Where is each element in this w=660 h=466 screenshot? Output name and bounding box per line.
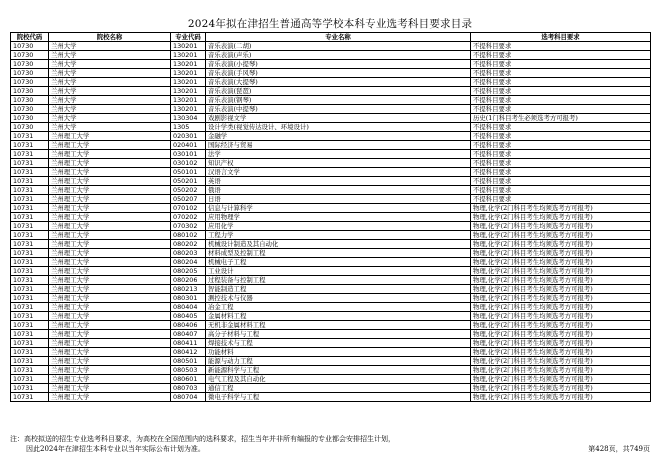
school-name-cell: 兰州理工大学 — [49, 294, 171, 303]
major-name-cell: 金属材料工程 — [206, 312, 471, 321]
table-row — [11, 384, 651, 393]
major-name-cell: 材料成型及控制工程 — [206, 249, 471, 258]
major-name-cell: 信息与计算科学 — [206, 204, 471, 213]
school-name-cell: 兰州理工大学 — [49, 240, 171, 249]
subject-requirement-cell: 不提科目要求 — [471, 168, 651, 177]
school-code-cell: 10730 — [11, 51, 49, 60]
table-row — [11, 321, 651, 330]
major-name-cell: 应用物理学 — [206, 213, 471, 222]
major-name-cell: 能源与动力工程 — [206, 357, 471, 366]
major-code-cell: 070202 — [171, 213, 206, 222]
school-code-cell: 10731 — [11, 267, 49, 276]
major-code-cell: 080205 — [171, 267, 206, 276]
school-code-cell: 10731 — [11, 204, 49, 213]
major-code-cell: 080204 — [171, 258, 206, 267]
major-name-cell: 应用化学 — [206, 222, 471, 231]
school-code-cell: 10731 — [11, 150, 49, 159]
major-name-cell: 国际经济与贸易 — [206, 141, 471, 150]
major-name-cell: 无机非金属材料工程 — [206, 321, 471, 330]
subject-requirement-cell: 物理,化学(2门科目考生均须选考方可报考) — [471, 213, 651, 222]
table-row — [11, 348, 651, 357]
table-row — [11, 141, 651, 150]
school-code-cell: 10731 — [11, 366, 49, 375]
major-name-cell: 音乐表演(声乐) — [206, 51, 471, 60]
major-code-cell: 130304 — [171, 114, 206, 123]
school-name-cell: 兰州理工大学 — [49, 231, 171, 240]
table-row — [11, 78, 651, 87]
major-name-cell: 日语 — [206, 195, 471, 204]
major-code-cell: 130201 — [171, 69, 206, 78]
major-name-cell: 设计学类(视觉传达设计、环境设计) — [206, 123, 471, 132]
major-code-cell: 070302 — [171, 222, 206, 231]
major-code-cell: 130201 — [171, 87, 206, 96]
major-name-cell: 音乐表演(中提琴) — [206, 105, 471, 114]
school-name-cell: 兰州理工大学 — [49, 204, 171, 213]
table-row — [11, 105, 651, 114]
major-code-cell: 080301 — [171, 294, 206, 303]
school-code-cell: 10731 — [11, 339, 49, 348]
school-code-cell: 10731 — [11, 321, 49, 330]
major-name-cell: 电气工程及其自动化 — [206, 375, 471, 384]
school-name-cell: 兰州理工大学 — [49, 366, 171, 375]
subject-requirement-cell: 物理,化学(2门科目考生均须选考方可报考) — [471, 339, 651, 348]
major-name-cell: 过程装备与控制工程 — [206, 276, 471, 285]
subject-requirement-cell: 物理,化学(2门科目考生均须选考方可报考) — [471, 384, 651, 393]
table-row — [11, 312, 651, 321]
major-name-cell: 法学 — [206, 150, 471, 159]
school-name-cell: 兰州理工大学 — [49, 267, 171, 276]
school-name-cell: 兰州理工大学 — [49, 375, 171, 384]
subject-requirement-cell: 不提科目要求 — [471, 123, 651, 132]
major-name-cell: 测控技术与仪器 — [206, 294, 471, 303]
school-code-cell: 10731 — [11, 159, 49, 168]
major-name-cell: 音乐表演(琵琶) — [206, 87, 471, 96]
table-row — [11, 150, 651, 159]
school-name-cell: 兰州理工大学 — [49, 384, 171, 393]
subject-requirement-cell: 物理,化学(2门科目考生均须选考方可报考) — [471, 393, 651, 402]
table-row — [11, 366, 651, 375]
major-code-cell: 080503 — [171, 366, 206, 375]
major-code-cell: 080407 — [171, 330, 206, 339]
table-row — [11, 258, 651, 267]
school-name-cell: 兰州理工大学 — [49, 177, 171, 186]
page-number: 第428页，共749页 — [588, 445, 650, 453]
major-code-cell: 050207 — [171, 195, 206, 204]
major-name-cell: 汉语言文学 — [206, 168, 471, 177]
major-code-cell: 030101 — [171, 150, 206, 159]
table-row — [11, 330, 651, 339]
major-name-cell: 音乐表演(钢琴) — [206, 96, 471, 105]
school-code-cell: 10731 — [11, 393, 49, 402]
major-name-cell: 焊接技术与工程 — [206, 339, 471, 348]
subject-requirement-cell: 物理,化学(2门科目考生均须选考方可报考) — [471, 231, 651, 240]
school-code-cell: 10731 — [11, 312, 49, 321]
table-row — [11, 51, 651, 60]
school-code-cell: 10731 — [11, 294, 49, 303]
subject-requirement-cell: 物理,化学(2门科目考生均须选考方可报考) — [471, 357, 651, 366]
school-code-cell: 10731 — [11, 240, 49, 249]
table-row — [11, 159, 651, 168]
school-name-cell: 兰州理工大学 — [49, 303, 171, 312]
subject-requirement-cell: 物理,化学(2门科目考生均须选考方可报考) — [471, 267, 651, 276]
school-code-cell: 10730 — [11, 60, 49, 69]
table-row — [11, 240, 651, 249]
major-code-cell: 130201 — [171, 51, 206, 60]
major-code-cell: 080405 — [171, 312, 206, 321]
school-code-cell: 10730 — [11, 78, 49, 87]
requirements-table — [10, 32, 651, 402]
major-name-cell: 高分子材料与工程 — [206, 330, 471, 339]
table-row — [11, 231, 651, 240]
subject-requirement-cell: 物理,化学(2门科目考生均须选考方可报考) — [471, 258, 651, 267]
table-header-row — [11, 33, 651, 42]
subject-requirement-cell: 不提科目要求 — [471, 60, 651, 69]
school-code-cell: 10731 — [11, 330, 49, 339]
major-name-cell: 戏剧影视文学 — [206, 114, 471, 123]
school-name-cell: 兰州理工大学 — [49, 330, 171, 339]
page-title: 2024年拟在津招生普通高等学校本科专业选考科目要求目录 — [187, 18, 473, 30]
school-code-cell: 10731 — [11, 222, 49, 231]
major-name-cell: 微电子科学与工程 — [206, 393, 471, 402]
subject-requirement-cell: 物理,化学(2门科目考生均须选考方可报考) — [471, 366, 651, 375]
major-name-cell: 工程力学 — [206, 231, 471, 240]
subject-requirement-cell: 不提科目要求 — [471, 69, 651, 78]
major-code-cell: 080411 — [171, 339, 206, 348]
school-name-cell: 兰州理工大学 — [49, 132, 171, 141]
col-header-major-code: 专业代码 — [171, 33, 206, 42]
school-name-cell: 兰州大学 — [49, 69, 171, 78]
school-name-cell: 兰州理工大学 — [49, 195, 171, 204]
school-code-cell: 10731 — [11, 168, 49, 177]
school-name-cell: 兰州理工大学 — [49, 150, 171, 159]
school-code-cell: 10731 — [11, 375, 49, 384]
major-name-cell: 工业设计 — [206, 267, 471, 276]
subject-requirement-cell: 物理,化学(2门科目考生均须选考方可报考) — [471, 330, 651, 339]
school-name-cell: 兰州理工大学 — [49, 348, 171, 357]
school-name-cell: 兰州理工大学 — [49, 339, 171, 348]
major-name-cell: 金融学 — [206, 132, 471, 141]
school-code-cell: 10730 — [11, 87, 49, 96]
col-header-school-name: 院校名称 — [49, 33, 171, 42]
subject-requirement-cell: 物理,化学(2门科目考生均须选考方可报考) — [471, 204, 651, 213]
subject-requirement-cell: 物理,化学(2门科目考生均须选考方可报考) — [471, 249, 651, 258]
major-code-cell: 130201 — [171, 42, 206, 51]
table-row — [11, 177, 651, 186]
footnote-line-2: 因此2024年在津招生本科专业以当年实际公布计划为准。 — [26, 445, 205, 453]
table-row — [11, 42, 651, 51]
school-code-cell: 10730 — [11, 123, 49, 132]
school-name-cell: 兰州大学 — [49, 105, 171, 114]
major-name-cell: 机械设计制造及其自动化 — [206, 240, 471, 249]
table-row — [11, 303, 651, 312]
footnote — [10, 434, 570, 454]
school-code-cell: 10731 — [11, 186, 49, 195]
table-row — [11, 285, 651, 294]
subject-requirement-cell: 不提科目要求 — [471, 87, 651, 96]
footnote-line-1: 注：高校拟送的招生专业选考科目要求，为高校在全国范围内的选科要求，招生当年并非所有编报的专业都会安排招生计划， — [10, 435, 395, 443]
major-name-cell: 音乐表演(二胡) — [206, 42, 471, 51]
table-row — [11, 357, 651, 366]
table-row — [11, 276, 651, 285]
col-header-subject-requirement: 选考科目要求 — [471, 33, 651, 42]
subject-requirement-cell: 物理,化学(2门科目考生均须选考方可报考) — [471, 321, 651, 330]
table-row — [11, 87, 651, 96]
col-header-major-name: 专业名称 — [206, 33, 471, 42]
major-name-cell: 冶金工程 — [206, 303, 471, 312]
table-row — [11, 195, 651, 204]
table-row — [11, 222, 651, 231]
table-row — [11, 339, 651, 348]
subject-requirement-cell: 历史(1门科目考生必须选考方可报考) — [471, 114, 651, 123]
school-name-cell: 兰州大学 — [49, 51, 171, 60]
table-row — [11, 123, 651, 132]
school-name-cell: 兰州理工大学 — [49, 141, 171, 150]
school-name-cell: 兰州理工大学 — [49, 249, 171, 258]
subject-requirement-cell: 不提科目要求 — [471, 105, 651, 114]
major-name-cell: 知识产权 — [206, 159, 471, 168]
table-row — [11, 60, 651, 69]
major-code-cell: 080703 — [171, 384, 206, 393]
major-code-cell: 080102 — [171, 231, 206, 240]
subject-requirement-cell: 不提科目要求 — [471, 96, 651, 105]
school-name-cell: 兰州理工大学 — [49, 159, 171, 168]
subject-requirement-cell: 物理,化学(2门科目考生均须选考方可报考) — [471, 375, 651, 384]
school-name-cell: 兰州理工大学 — [49, 186, 171, 195]
major-code-cell: 080203 — [171, 249, 206, 258]
subject-requirement-cell: 不提科目要求 — [471, 141, 651, 150]
major-name-cell: 音乐表演(大提琴) — [206, 78, 471, 87]
school-name-cell: 兰州大学 — [49, 114, 171, 123]
major-code-cell: 030102 — [171, 159, 206, 168]
subject-requirement-cell: 不提科目要求 — [471, 186, 651, 195]
subject-requirement-cell: 不提科目要求 — [471, 177, 651, 186]
table-row — [11, 96, 651, 105]
school-code-cell: 10731 — [11, 141, 49, 150]
table-row — [11, 393, 651, 402]
subject-requirement-cell: 物理,化学(2门科目考生均须选考方可报考) — [471, 240, 651, 249]
school-code-cell: 10731 — [11, 276, 49, 285]
major-code-cell: 080202 — [171, 240, 206, 249]
school-name-cell: 兰州大学 — [49, 87, 171, 96]
major-code-cell: 070102 — [171, 204, 206, 213]
school-code-cell: 10731 — [11, 285, 49, 294]
subject-requirement-cell: 物理,化学(2门科目考生均须选考方可报考) — [471, 303, 651, 312]
major-name-cell: 音乐表演(小提琴) — [206, 60, 471, 69]
subject-requirement-cell: 不提科目要求 — [471, 51, 651, 60]
major-name-cell: 俄语 — [206, 186, 471, 195]
major-name-cell: 机械电子工程 — [206, 258, 471, 267]
school-code-cell: 10730 — [11, 69, 49, 78]
school-name-cell: 兰州理工大学 — [49, 222, 171, 231]
subject-requirement-cell: 物理,化学(2门科目考生均须选考方可报考) — [471, 285, 651, 294]
school-name-cell: 兰州理工大学 — [49, 357, 171, 366]
major-code-cell: 080704 — [171, 393, 206, 402]
table-row — [11, 375, 651, 384]
school-code-cell: 10731 — [11, 177, 49, 186]
major-name-cell: 英语 — [206, 177, 471, 186]
school-name-cell: 兰州大学 — [49, 42, 171, 51]
major-code-cell: 050202 — [171, 186, 206, 195]
school-code-cell: 10730 — [11, 114, 49, 123]
table-row — [11, 267, 651, 276]
major-code-cell: 130201 — [171, 78, 206, 87]
school-name-cell: 兰州理工大学 — [49, 285, 171, 294]
major-code-cell: 130201 — [171, 60, 206, 69]
school-name-cell: 兰州理工大学 — [49, 258, 171, 267]
school-code-cell: 10731 — [11, 258, 49, 267]
major-code-cell: 080206 — [171, 276, 206, 285]
school-name-cell: 兰州理工大学 — [49, 312, 171, 321]
school-name-cell: 兰州理工大学 — [49, 213, 171, 222]
major-name-cell: 新能源科学与工程 — [206, 366, 471, 375]
major-code-cell: 080601 — [171, 375, 206, 384]
subject-requirement-cell: 物理,化学(2门科目考生均须选考方可报考) — [471, 294, 651, 303]
school-name-cell: 兰州理工大学 — [49, 168, 171, 177]
school-code-cell: 10731 — [11, 132, 49, 141]
school-name-cell: 兰州大学 — [49, 123, 171, 132]
school-code-cell: 10731 — [11, 303, 49, 312]
table-row — [11, 132, 651, 141]
subject-requirement-cell: 不提科目要求 — [471, 195, 651, 204]
school-code-cell: 10731 — [11, 384, 49, 393]
subject-requirement-cell: 不提科目要求 — [471, 42, 651, 51]
table-row — [11, 114, 651, 123]
table-row — [11, 186, 651, 195]
major-code-cell: 080412 — [171, 348, 206, 357]
table-row — [11, 294, 651, 303]
major-code-cell: 080213 — [171, 285, 206, 294]
major-code-cell: 130201 — [171, 105, 206, 114]
school-code-cell: 10730 — [11, 105, 49, 114]
school-code-cell: 10731 — [11, 195, 49, 204]
subject-requirement-cell: 不提科目要求 — [471, 132, 651, 141]
major-name-cell: 功能材料 — [206, 348, 471, 357]
major-name-cell: 通信工程 — [206, 384, 471, 393]
school-code-cell: 10731 — [11, 231, 49, 240]
table-row — [11, 168, 651, 177]
school-name-cell: 兰州理工大学 — [49, 321, 171, 330]
major-code-cell: 050201 — [171, 177, 206, 186]
school-code-cell: 10731 — [11, 213, 49, 222]
col-header-school-code: 院校代码 — [11, 33, 49, 42]
table-row — [11, 204, 651, 213]
major-code-cell: 080406 — [171, 321, 206, 330]
major-code-cell: 130201 — [171, 96, 206, 105]
major-name-cell: 智能制造工程 — [206, 285, 471, 294]
major-code-cell: 020301 — [171, 132, 206, 141]
subject-requirement-cell: 物理,化学(2门科目考生均须选考方可报考) — [471, 222, 651, 231]
school-name-cell: 兰州理工大学 — [49, 393, 171, 402]
school-code-cell: 10731 — [11, 348, 49, 357]
school-code-cell: 10731 — [11, 357, 49, 366]
subject-requirement-cell: 不提科目要求 — [471, 159, 651, 168]
school-name-cell: 兰州大学 — [49, 96, 171, 105]
major-code-cell: 1305 — [171, 123, 206, 132]
major-code-cell: 080404 — [171, 303, 206, 312]
major-code-cell: 050101 — [171, 168, 206, 177]
major-code-cell: 080501 — [171, 357, 206, 366]
school-name-cell: 兰州大学 — [49, 78, 171, 87]
table-row — [11, 69, 651, 78]
major-name-cell: 音乐表演(手风琴) — [206, 69, 471, 78]
subject-requirement-cell: 物理,化学(2门科目考生均须选考方可报考) — [471, 348, 651, 357]
school-code-cell: 10731 — [11, 249, 49, 258]
table-row — [11, 213, 651, 222]
subject-requirement-cell: 不提科目要求 — [471, 150, 651, 159]
school-name-cell: 兰州大学 — [49, 60, 171, 69]
school-code-cell: 10730 — [11, 42, 49, 51]
school-code-cell: 10730 — [11, 96, 49, 105]
school-name-cell: 兰州理工大学 — [49, 276, 171, 285]
subject-requirement-cell: 物理,化学(2门科目考生均须选考方可报考) — [471, 276, 651, 285]
major-code-cell: 020401 — [171, 141, 206, 150]
subject-requirement-cell: 物理,化学(2门科目考生均须选考方可报考) — [471, 312, 651, 321]
subject-requirement-cell: 不提科目要求 — [471, 78, 651, 87]
table-row — [11, 249, 651, 258]
